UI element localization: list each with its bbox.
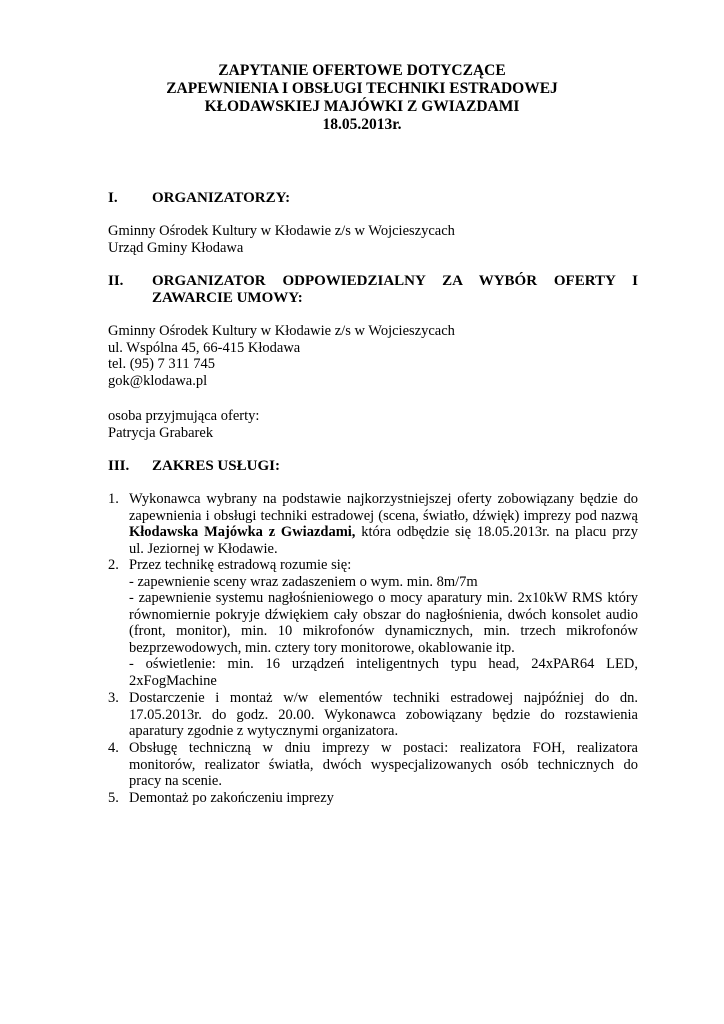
list-item: [129, 740, 638, 790]
list-item: [129, 491, 638, 557]
item-number: 2.: [108, 557, 119, 573]
item-line-rest: która odbędzie się 18.05.2013r. na placu przy: [355, 524, 638, 540]
address-line: Gminny Ośrodek Kultury w Kłodawie z/s w Wojcieszycach: [108, 323, 455, 339]
item-line: - oświetlenie: min. 16 urządzeń inteligentnych typu head, 24xPAR64 LED,: [129, 656, 638, 672]
organizers-block: [108, 223, 455, 256]
contact-label: osoba przyjmująca oferty:: [108, 408, 260, 424]
section-number: III.: [108, 458, 130, 474]
address-line: ul. Wspólna 45, 66-415 Kłodawa: [108, 339, 301, 356]
item-line: Przez technikę estradową rozumie się:: [129, 557, 352, 573]
list-item: [129, 790, 638, 807]
item-line: Obsługę techniczną w dniu imprezy w postaci: realizatora FOH, realizatora: [129, 740, 638, 756]
item-line: (front, monitor), min. 10 mikrofonów dynamicznych, min. trzech mikrofonów: [129, 623, 638, 639]
section-number: II.: [108, 273, 124, 289]
title-line: ZAPEWNIENIA I OBSŁUGI TECHNIKI ESTRADOWEJ: [166, 80, 558, 97]
item-line: równomiernie pokryje dźwiękiem cały obszar do nagłośnienia, dwóch konsolet audio: [129, 606, 638, 623]
item-line: monitorów, realizator światła, dwóch wyspecjalizowanych osób technicznych do: [129, 756, 638, 773]
item-line: - zapewnienie sceny wraz zadaszeniem o wym. min. 8m/7m: [129, 573, 478, 590]
section-heading-continued: ZAWARCIE UMOWY:: [152, 290, 303, 306]
item-line: ul. Jeziornej w Kłodawie.: [129, 540, 278, 557]
email-line: gok@klodawa.pl: [108, 372, 208, 389]
contact-block: [108, 408, 259, 441]
organizer-line: Gminny Ośrodek Kultury w Kłodawie z/s w Wojcieszycach: [108, 223, 455, 239]
section-heading: ORGANIZATOR ODPOWIEDZIALNY ZA WYBÓR OFERTY I: [152, 273, 638, 289]
item-line: Wykonawca wybrany na podstawie najkorzystniejszej oferty zobowiązany będzie do: [129, 491, 638, 507]
item-line: Dostarczenie i montaż w/w elementów techniki estradowej najpóźniej do dn.: [129, 690, 638, 706]
list-item: [129, 690, 638, 740]
item-line: [129, 524, 638, 541]
title-line: ZAPYTANIE OFERTOWE DOTYCZĄCE: [218, 62, 506, 79]
responsible-organizer-block: [108, 323, 455, 389]
item-line: zapewnienia i obsługi techniki estradowej (scena, światło, dźwięk) imprezy pod nazwą: [129, 507, 638, 524]
item-number: 3.: [108, 690, 119, 706]
title-line: 18.05.2013r.: [322, 116, 402, 133]
item-line: bezprzewodowych, min. cztery tory monitorowe, okablowanie itp.: [129, 639, 515, 656]
item-number: 5.: [108, 790, 119, 806]
item-line: - zapewnienie systemu nagłośnieniowego o mocy aparatury min. 2x10kW RMS który: [129, 590, 638, 606]
phone-line: tel. (95) 7 311 745: [108, 356, 215, 372]
item-number: 4.: [108, 740, 119, 756]
section-heading: ZAKRES USŁUGI:: [152, 458, 280, 474]
item-number: 1.: [108, 491, 119, 507]
item-line: pracy na scenie.: [129, 773, 222, 789]
item-line: aparatury zgodnie z wytycznymi organizatora.: [129, 723, 399, 739]
item-line: 17.05.2013r. do godz. 20.00. Wykonawca zobowiązany będzie do rozstawienia: [129, 706, 638, 723]
item-line: 2xFogMachine: [129, 672, 217, 689]
document-title: [0, 62, 724, 134]
event-name: Kłodawska Majówka z Gwiazdami,: [129, 524, 356, 540]
list-item: [129, 557, 638, 689]
title-line: KŁODAWSKIEJ MAJÓWKI Z GWIAZDAMI: [204, 98, 520, 115]
section-number: I.: [108, 190, 118, 206]
section-heading: ORGANIZATORZY:: [152, 190, 291, 206]
contact-name: Patrycja Grabarek: [108, 424, 214, 441]
item-line: Demontaż po zakończeniu imprezy: [129, 790, 334, 806]
organizer-line: Urząd Gminy Kłodawa: [108, 239, 244, 256]
